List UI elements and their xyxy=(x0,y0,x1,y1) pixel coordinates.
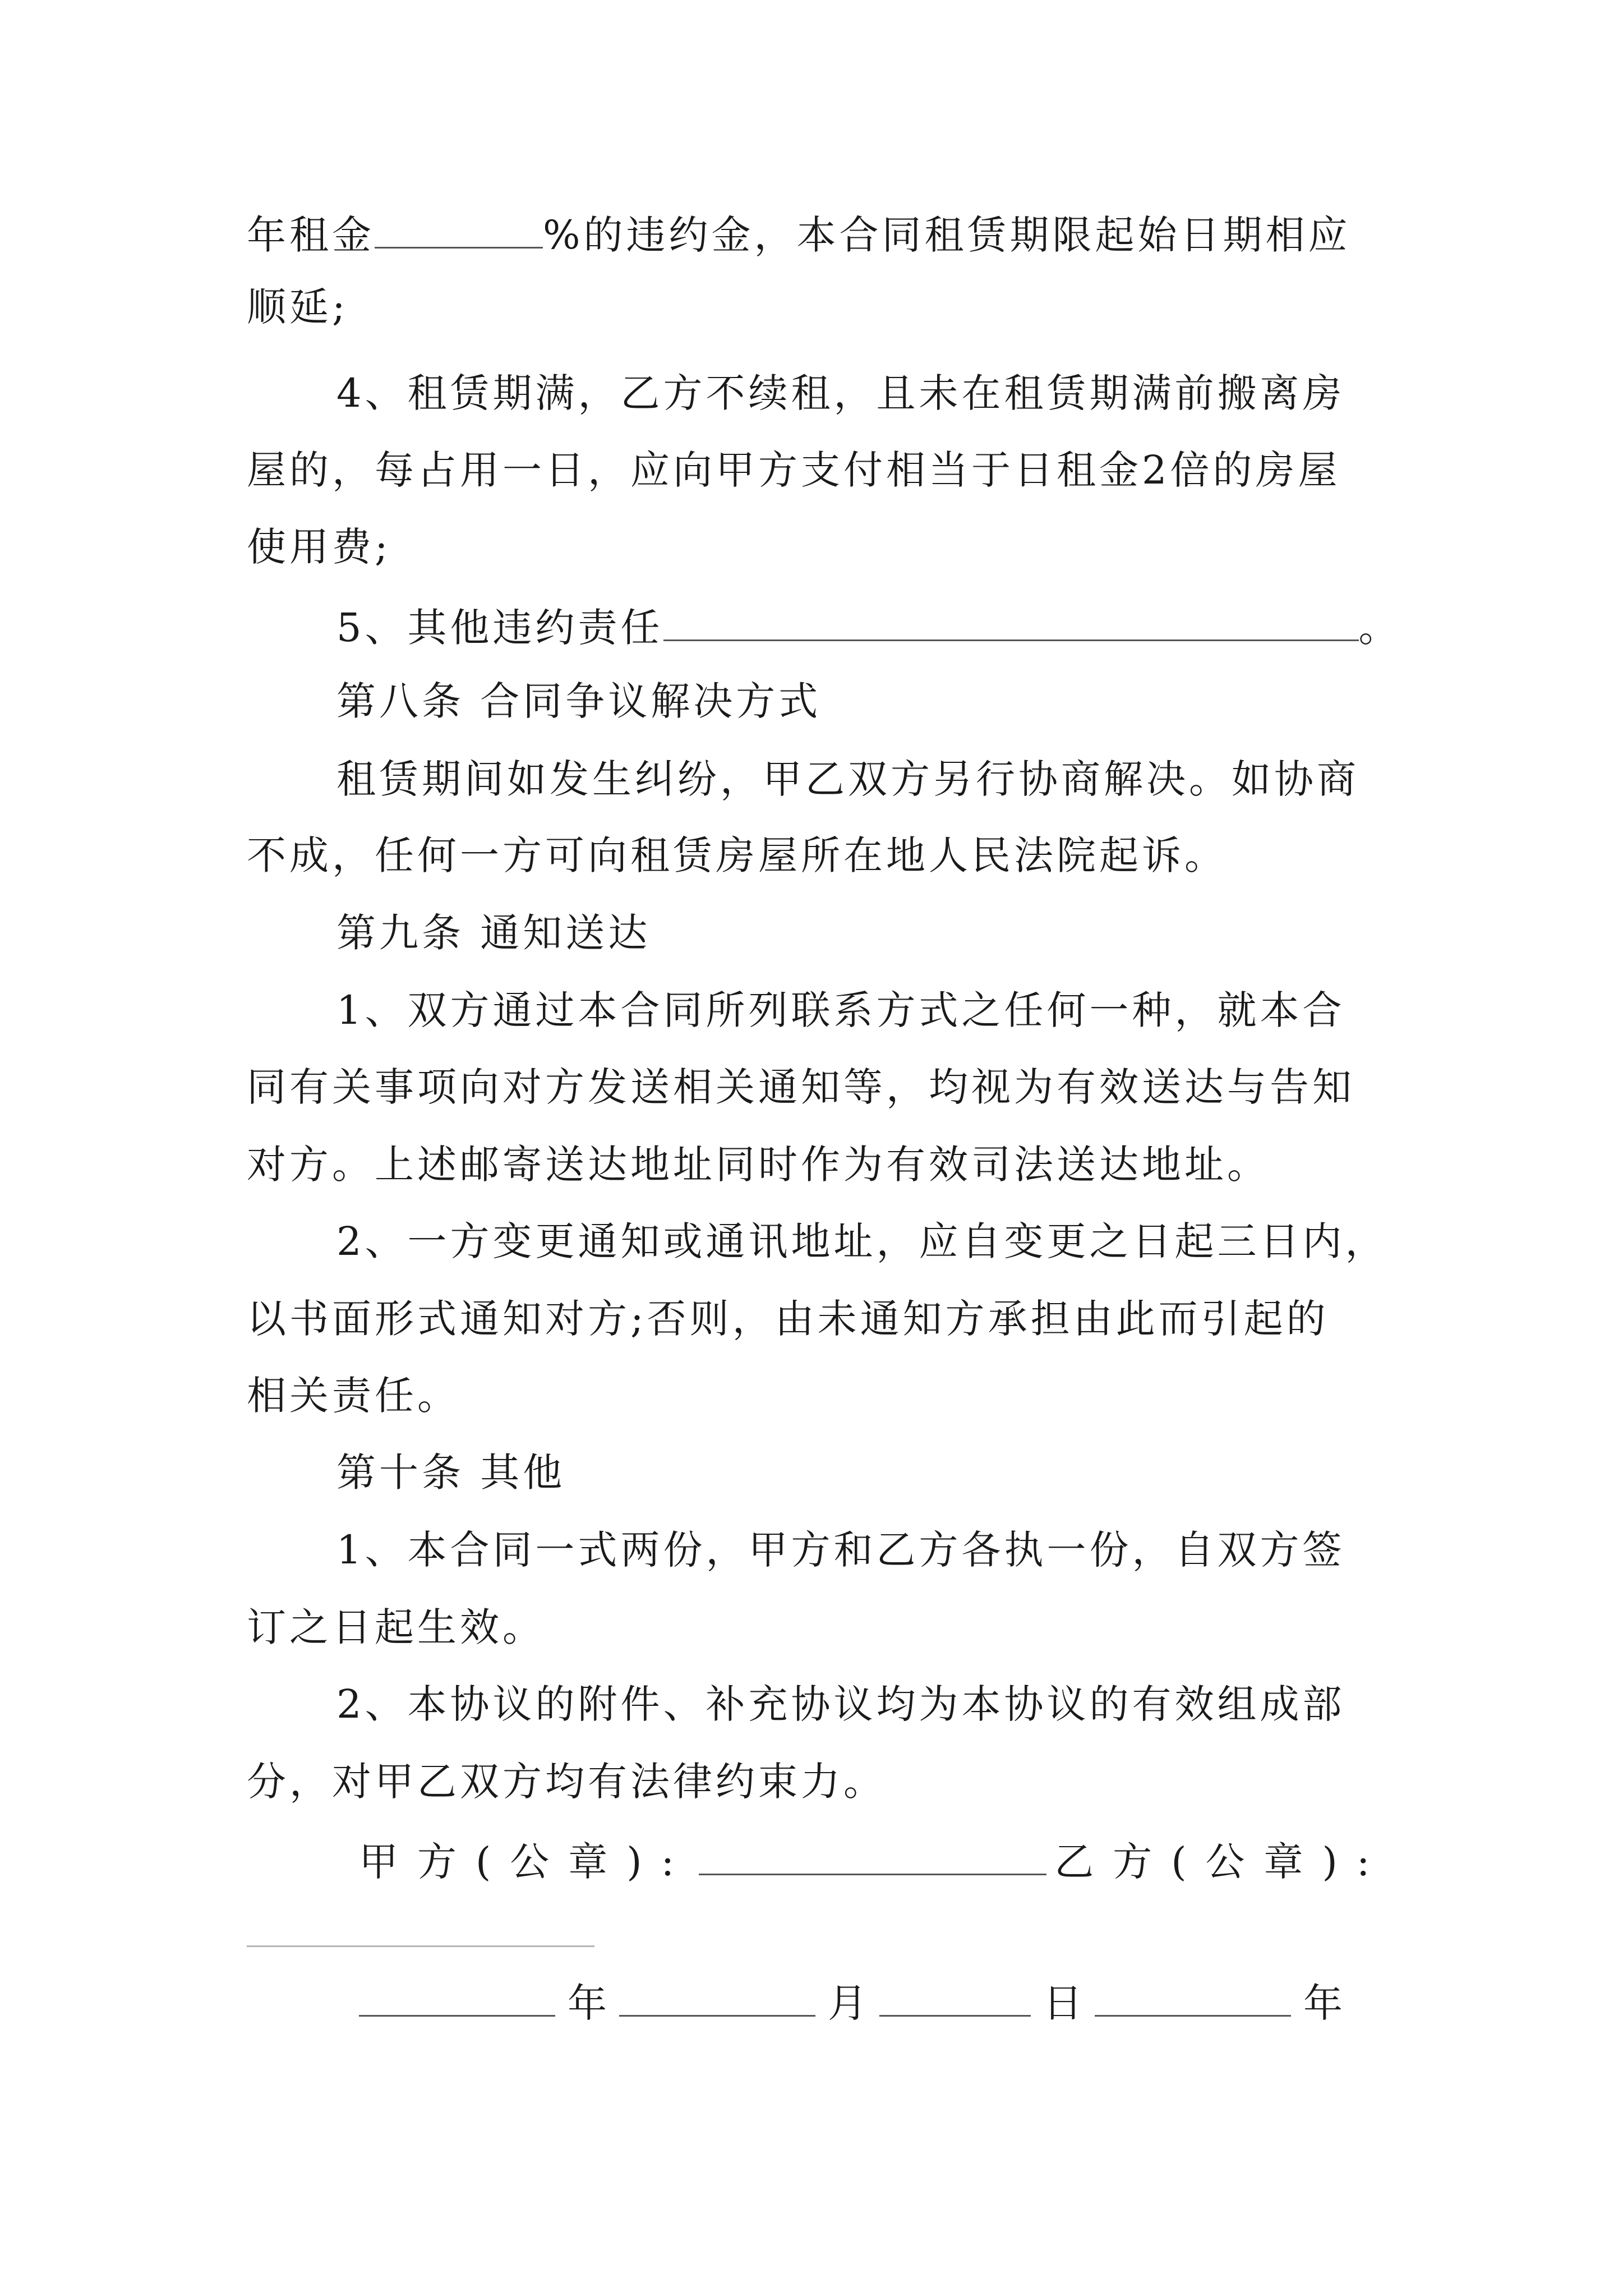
text-line: 订之日起生效。 xyxy=(247,1604,545,1650)
fill-in-blank[interactable] xyxy=(663,605,1359,641)
text-line: 使用费; xyxy=(247,524,391,570)
party-a-seal-label: 甲方(公章): xyxy=(359,1839,694,1885)
text-line: 以书面形式通知对方;否则，由未通知方承担由此而引起的 xyxy=(247,1296,1329,1342)
text-line xyxy=(336,605,1401,651)
fill-in-blank[interactable] xyxy=(375,212,543,249)
text-line: 对方。上述邮寄送达地址同时作为有效司法送达地址。 xyxy=(247,1142,1270,1188)
text-line: 2、本协议的附件、补充协议均为本协议的有效组成部 xyxy=(336,1681,1345,1727)
text-fragment: 年租金 xyxy=(247,212,375,258)
month-label: 月 xyxy=(828,1980,867,2026)
text-fragment: 5、其他违约责任 xyxy=(336,605,663,651)
text-fragment: 。 xyxy=(1358,605,1401,651)
year-label: 年 xyxy=(568,1980,607,2026)
text-line: 不成，任何一方可向租赁房屋所在地人民法院起诉。 xyxy=(247,832,1227,878)
section-heading: 第九条 通知送达 xyxy=(336,910,651,956)
party-b-signature-blank[interactable] xyxy=(247,1945,594,1947)
year-label-2: 年 xyxy=(1303,1980,1343,2026)
date-row xyxy=(359,1980,1343,2026)
text-line: 相关责任。 xyxy=(247,1373,460,1419)
day-blank[interactable] xyxy=(879,1980,1031,2017)
text-line: 顺延; xyxy=(247,284,349,330)
year-blank-2[interactable] xyxy=(1095,1980,1291,2017)
party-a-signature-blank[interactable] xyxy=(699,1839,1046,1875)
text-line: 1、双方通过本合同所列联系方式之任何一种，就本合 xyxy=(336,987,1345,1033)
text-line: 分，对甲乙双方均有法律约束力。 xyxy=(247,1759,886,1805)
signature-row xyxy=(359,1839,1389,1885)
year-blank[interactable] xyxy=(359,1980,555,2017)
text-line: 2、一方变更通知或通讯地址，应自变更之日起三日内， xyxy=(336,1218,1388,1264)
section-heading: 第十条 其他 xyxy=(336,1450,566,1496)
text-line: 同有关事项向对方发送相关通知等，均视为有效送达与告知 xyxy=(247,1064,1355,1110)
month-blank[interactable] xyxy=(619,1980,815,2017)
text-fragment: %的违约金，本合同租赁期限起始日期相应 xyxy=(543,212,1351,258)
section-heading: 第八条 合同争议解决方式 xyxy=(336,678,822,724)
party-b-seal-label: 乙方(公章): xyxy=(1054,1839,1389,1885)
day-label: 日 xyxy=(1043,1980,1082,2026)
text-line: 屋的，每占用一日，应向甲方支付相当于日租金2倍的房屋 xyxy=(247,447,1341,493)
text-line: 4、租赁期满，乙方不续租，且未在租赁期满前搬离房 xyxy=(336,370,1345,416)
text-line: 1、本合同一式两份，甲方和乙方各执一份，自双方签 xyxy=(336,1527,1345,1573)
text-line xyxy=(247,212,1351,258)
text-line: 租赁期间如发生纠纷，甲乙双方另行协商解决。如协商 xyxy=(336,756,1359,802)
